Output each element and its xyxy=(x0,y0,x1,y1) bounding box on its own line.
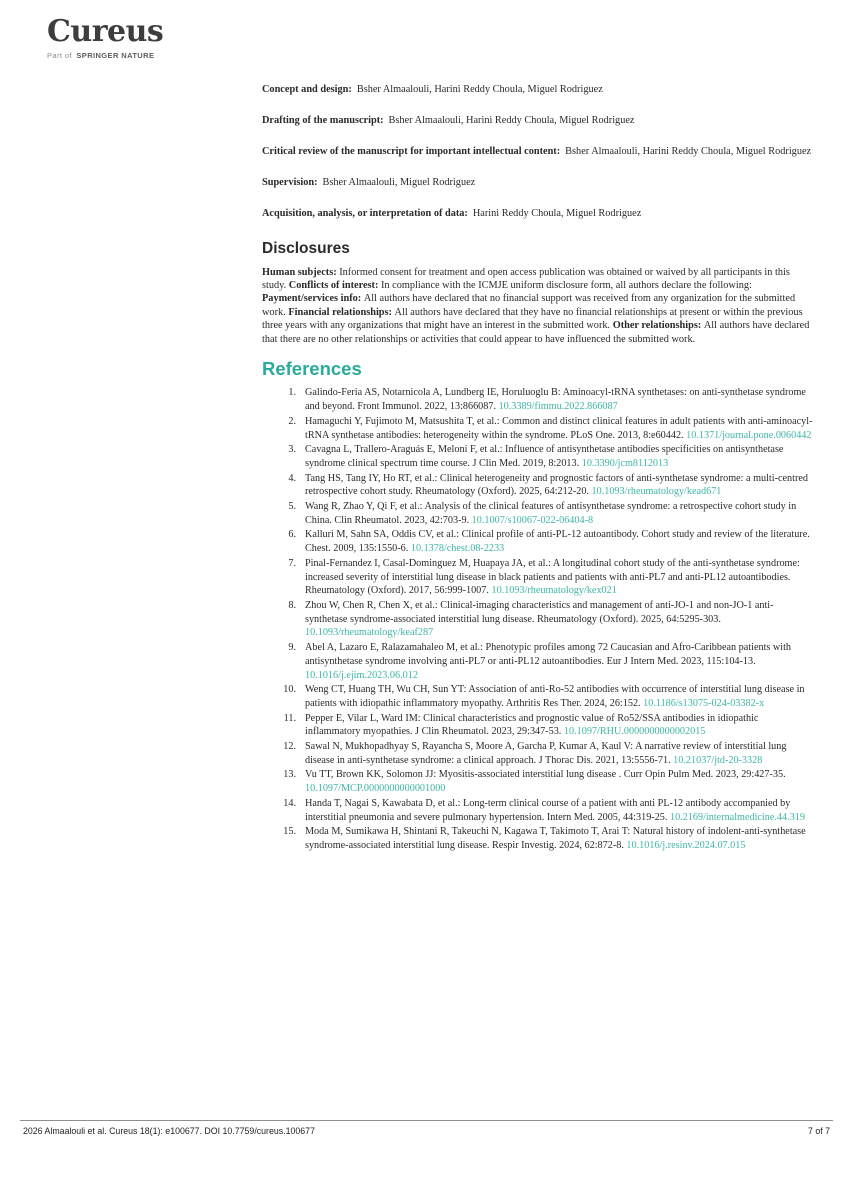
contribution-row xyxy=(262,207,816,221)
reference-item xyxy=(262,599,816,640)
contribution-row xyxy=(262,83,816,97)
reference-item xyxy=(262,683,816,710)
cureus-logo xyxy=(47,14,164,60)
references-list xyxy=(262,386,816,852)
reference-item xyxy=(262,386,816,413)
disclosure-text: In compliance with the ICMJE uniform disclosure form, all authors declare the following: xyxy=(380,279,752,291)
reference-item xyxy=(262,768,816,795)
tagline-prefix: Part of xyxy=(47,51,72,60)
reference-citation xyxy=(305,768,813,795)
contribution-authors: Bsher Almaalouli, Harini Reddy Choula, Miguel Rodriguez xyxy=(565,146,812,157)
reference-text: Weng CT, Huang TH, Wu CH, Sun YT: Association of anti-Ro-52 antibodies with occurrence of interstitial lung disease in patients with idiopathic inflammatory myopathy. Arthritis Res Ther. 2024, 26:152. xyxy=(305,684,805,709)
reference-text: Abel A, Lazaro E, Ralazamahaleo M, et al.: Phenotypic profiles among 72 Caucasian and Afro-Caribbean patients with antisynthetase syndrome involving anti-PL7 or anti-PL12 autoantibodies. Eur J Intern Med. 2023, 115:104-13. xyxy=(305,642,792,667)
contribution-authors: Harini Reddy Choula, Miguel Rodriguez xyxy=(472,208,642,219)
reference-citation xyxy=(305,386,813,413)
doi-link[interactable]: 10.1378/chest.08-2233 xyxy=(410,543,505,555)
reference-text: Pinal-Fernandez I, Casal-Dominguez M, Huapaya JA, et al.: A longitudinal cohort study of the anti-synthetase syndrome: increased severity of interstitial lung disease in black patients and patients with anti-PL7 and anti-PL12 autoantibodies. Rheumatology (Oxford). 2017, 56:999-1007. xyxy=(305,557,800,597)
contribution-label: Drafting of the manuscript: xyxy=(262,115,384,126)
reference-text: Wang R, Zhao Y, Qi F, et al.: Analysis of the clinical features of antisynthetase syndrome: a retrospective cohort study in China. Clin Rheumatol. 2023, 42:703-9. xyxy=(305,501,797,526)
reference-citation xyxy=(305,641,813,682)
reference-item xyxy=(262,712,816,739)
article-content xyxy=(262,83,816,854)
doi-link[interactable]: 10.2169/internalmedicine.44.319 xyxy=(669,811,805,823)
reference-citation xyxy=(305,599,813,640)
reference-item xyxy=(262,641,816,682)
reference-text: Kalluri M, Sahn SA, Oddis CV, et al.: Clinical profile of anti-PL-12 autoantibody. Cohort study and review of the literature. Chest. 2009, 135:1550-6. xyxy=(305,529,810,555)
reference-item xyxy=(262,797,816,824)
reference-number: 2. xyxy=(288,415,296,427)
reference-citation xyxy=(305,500,813,527)
doi-link[interactable]: 10.1186/s13075-024-03382-x xyxy=(643,697,765,709)
reference-citation xyxy=(305,443,813,470)
reference-citation xyxy=(305,712,813,739)
reference-number: 13. xyxy=(283,769,296,781)
reference-text: Cavagna L, Trallero-Araguás E, Meloni F, et al.: Influence of antisynthetase antibodies specificities on antisynthetase syndrome clinical spectrum time course. J Clin Med. 2019, 8:2013. xyxy=(305,444,784,469)
reference-citation xyxy=(305,797,813,824)
disclosure-text: All authors have declared that no financial support was received from any organization for the submitted work. xyxy=(262,293,796,318)
reference-number: 7. xyxy=(288,557,296,569)
contribution-label: Acquisition, analysis, or interpretation of data: xyxy=(262,208,468,219)
contribution-row xyxy=(262,114,816,128)
contribution-label: Concept and design: xyxy=(262,84,352,95)
reference-text: Pepper E, Vilar L, Ward IM: Clinical characteristics and prognostic value of Ro52/SSA antibodies in idiopathic inflammatory myopathies. J Clin Rheumatol. 2023, 29:347-53. xyxy=(305,712,759,738)
doi-link[interactable]: 10.1093/rheumatology/kead671 xyxy=(591,486,722,498)
disclosure-text: Informed consent for treatment and open access publication was obtained or waived by all participants in this study. xyxy=(262,266,790,291)
doi-link[interactable]: 10.1093/rheumatology/kex021 xyxy=(491,585,617,597)
reference-text: Handa T, Nagai S, Kawabata D, et al.: Long-term clinical course of a patient with anti PL-12 antibody accompanied by interstitial pneumonia and severe pulmonary hypertension. Intern Med. 2005, 44:319-25. xyxy=(305,797,791,823)
reference-item xyxy=(262,740,816,767)
reference-citation xyxy=(305,472,813,499)
contribution-authors: Bsher Almaalouli, Harini Reddy Choula, Miguel Rodriguez xyxy=(388,115,635,126)
reference-item xyxy=(262,557,816,598)
cureus-wordmark: Cureus xyxy=(47,14,164,49)
reference-number: 1. xyxy=(288,387,296,399)
reference-item xyxy=(262,825,816,852)
reference-number: 3. xyxy=(288,444,296,456)
disclosures-paragraph xyxy=(262,266,816,346)
reference-citation xyxy=(305,557,813,598)
reference-number: 6. xyxy=(288,529,296,541)
doi-link[interactable]: 10.1097/RHU.0000000000002015 xyxy=(563,726,706,738)
doi-link[interactable]: 10.1097/MCP.0000000000001000 xyxy=(305,783,446,795)
doi-link[interactable]: 10.1371/journal.pone.0060442 xyxy=(686,429,812,441)
contribution-label: Supervision: xyxy=(262,177,318,188)
reference-text: Vu TT, Brown KK, Solomon JJ: Myositis-associated interstitial lung disease . Curr Opin Pulm Med. 2023, 29:427-35. xyxy=(305,769,786,781)
page-number: 7 of 7 xyxy=(807,1126,830,1136)
doi-link[interactable]: 10.21037/jtd-20-3328 xyxy=(673,754,763,766)
reference-text: Tang HS, Tang IY, Ho RT, et al.: Clinical heterogeneity and prognostic factors of anti-synthetase syndrome: a multi-centred retrospective cohort study. Rheumatology (Oxford). 2025, 64:212-20. xyxy=(305,472,808,498)
reference-text: Hamaguchi Y, Fujimoto M, Matsushita T, et al.: Common and distinct clinical features in adult patients with anti-aminoacyl-tRNA synthetase antibodies: heterogeneity within the syndrome. PLoS One. 2013, 8:e60442. xyxy=(305,415,813,441)
springer-nature-label: SPRINGER NATURE xyxy=(76,51,155,60)
springer-nature-tagline xyxy=(47,51,163,60)
reference-item xyxy=(262,443,816,470)
page-footer xyxy=(23,1126,830,1136)
doi-link[interactable]: 10.1016/j.resinv.2024.07.015 xyxy=(626,839,746,851)
disclosure-term: Other relationships: xyxy=(612,320,704,332)
reference-citation xyxy=(305,683,813,710)
contribution-authors: Bsher Almaalouli, Miguel Rodriguez xyxy=(322,177,476,188)
reference-citation xyxy=(305,825,813,852)
reference-item xyxy=(262,500,816,527)
reference-number: 10. xyxy=(283,684,296,696)
citation-line: 2026 Almaalouli et al. Cureus 18(1): e100677. DOI 10.7759/cureus.100677 xyxy=(23,1126,315,1136)
reference-number: 11. xyxy=(283,712,296,724)
disclosure-term: Payment/services info: xyxy=(262,293,364,305)
disclosure-term: Human subjects: xyxy=(262,266,340,278)
contribution-row xyxy=(262,176,816,190)
references-heading: References xyxy=(262,357,362,379)
doi-link[interactable]: 10.3389/fimmu.2022.866087 xyxy=(498,401,618,413)
reference-text: Zhou W, Chen R, Chen X, et al.: Clinical-imaging characteristics and management of anti-JO-1 and non-JO-1 anti-synthetase syndrome-associated interstitial lung disease. Rheumatology (Oxford). 2025, 64:5295-303. xyxy=(305,599,774,625)
reference-item xyxy=(262,472,816,499)
reference-text: Galindo-Feria AS, Notarnicola A, Lundberg IE, Horuluoglu B: Aminoacyl-tRNA synthetases: on anti-synthetase syndrome and beyond. Front Immunol. 2022, 13:866087. xyxy=(305,387,806,413)
reference-item xyxy=(262,415,816,442)
reference-item xyxy=(262,528,816,555)
disclosure-text: All authors have declared that they have no financial relationships at present or within the previous three years with any organizations that might have an interest in the submitted work. xyxy=(262,306,803,332)
reference-citation xyxy=(305,415,813,442)
disclosures-heading: Disclosures xyxy=(262,240,350,257)
reference-citation xyxy=(305,528,813,555)
disclosure-text: All authors have declared that there are no other relationships or activities that could appear to have influenced the submitted work. xyxy=(262,320,810,345)
reference-text: Sawal N, Mukhopadhyay S, Rayancha S, Moore A, Garcha P, Kumar A, Kaul V: A narrative review of interstitial lung disease in anti-synthetase syndrome: a clinical approach. J Thorac Dis. 2021, 13:5556-71. xyxy=(305,741,787,766)
author-contributions xyxy=(262,83,816,221)
disclosure-term: Financial relationships: xyxy=(288,306,395,318)
footer-divider xyxy=(20,1120,833,1121)
reference-number: 14. xyxy=(283,797,296,809)
reference-number: 8. xyxy=(288,599,296,611)
reference-text: Moda M, Sumikawa H, Shintani R, Takeuchi N, Kagawa T, Takimoto T, Arai T: Natural history of indolent-anti-synthetase syndrome-associated interstitial lung disease. Respir Investig. 2024, 62:872-8. xyxy=(305,826,806,851)
reference-number: 5. xyxy=(288,501,296,513)
reference-number: 9. xyxy=(288,642,296,654)
reference-number: 4. xyxy=(288,472,296,484)
disclosure-term: Conflicts of interest: xyxy=(288,279,381,291)
doi-link[interactable]: 10.1093/rheumatology/keaf287 xyxy=(305,627,434,639)
contribution-label: Critical review of the manuscript for important intellectual content: xyxy=(262,146,561,157)
reference-number: 12. xyxy=(283,741,296,753)
contribution-authors: Bsher Almaalouli, Harini Reddy Choula, Miguel Rodriguez xyxy=(356,84,603,95)
reference-citation xyxy=(305,740,813,767)
doi-link[interactable]: 10.1007/s10067-022-06404-8 xyxy=(471,514,594,526)
contribution-row xyxy=(262,145,816,159)
reference-number: 15. xyxy=(283,826,296,838)
doi-link[interactable]: 10.3390/jcm8112013 xyxy=(581,457,669,469)
doi-link[interactable]: 10.1016/j.ejim.2023.06.012 xyxy=(305,669,418,681)
